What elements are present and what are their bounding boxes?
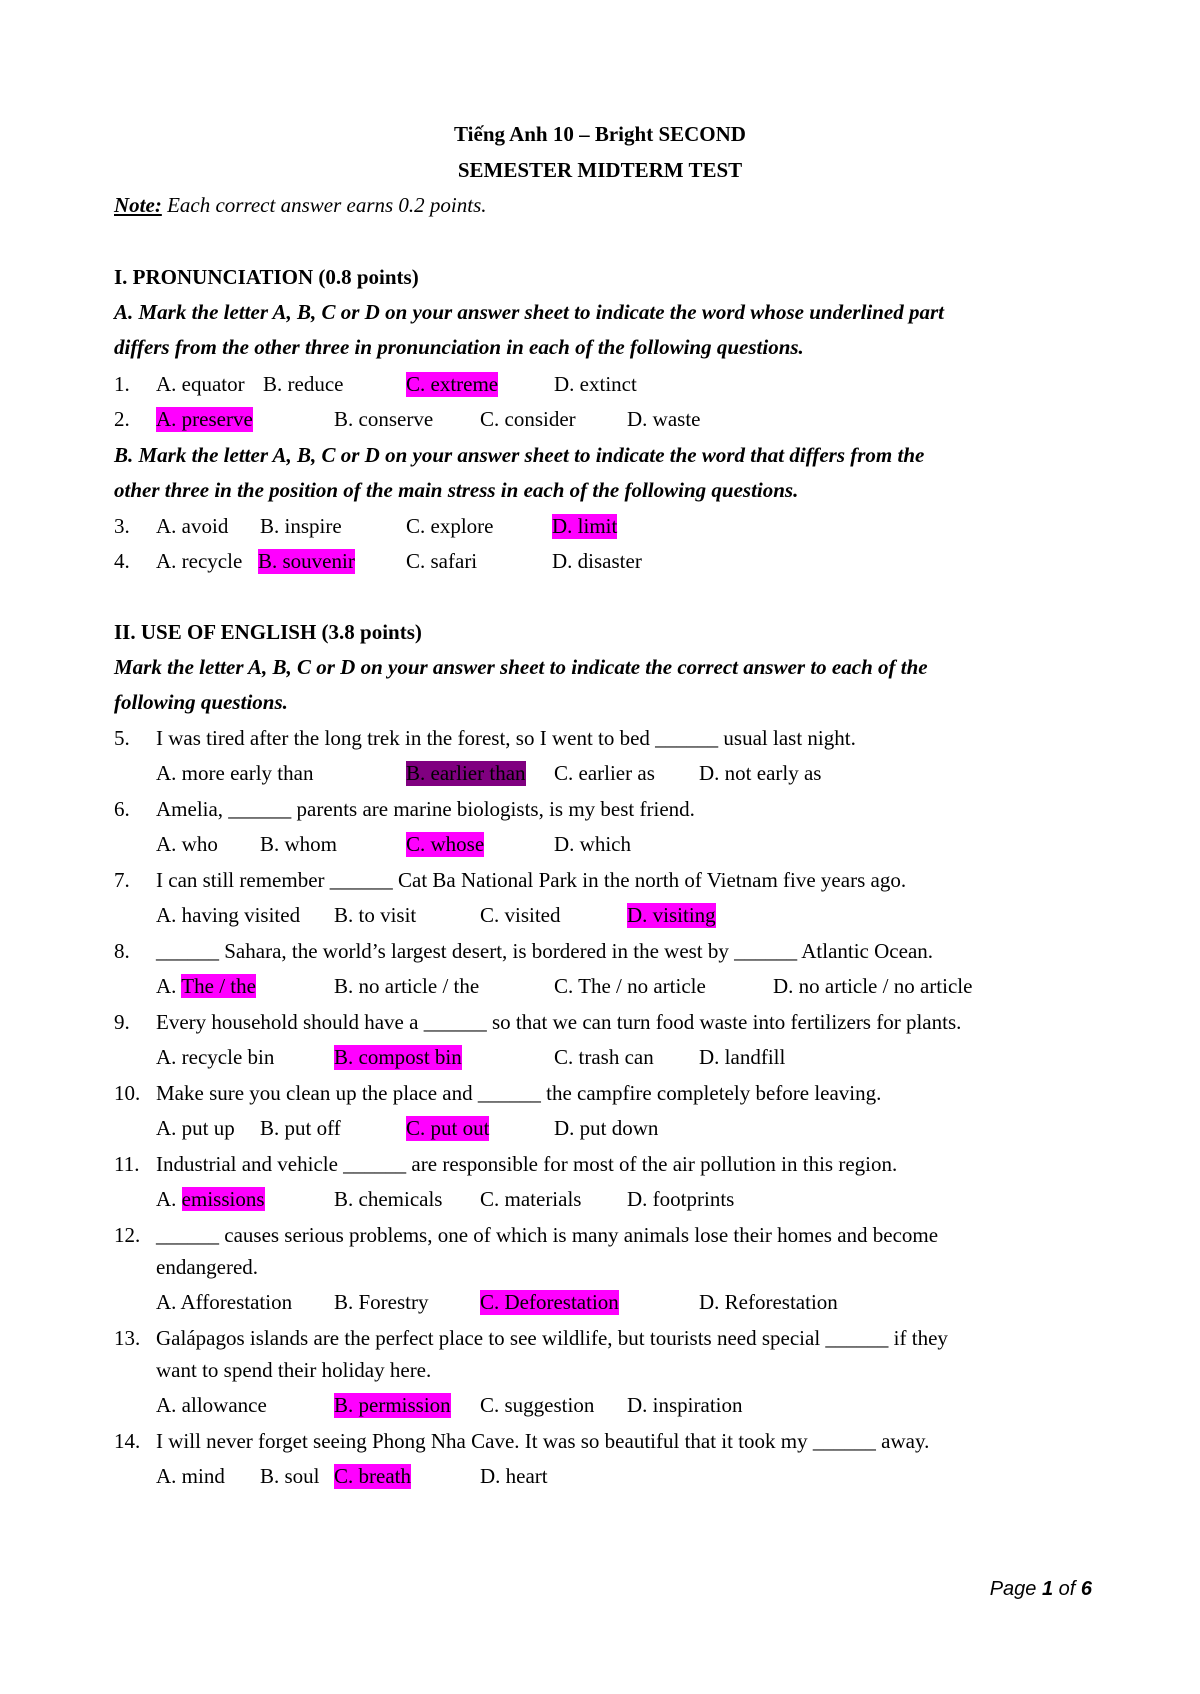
question-number: 4. bbox=[114, 549, 130, 573]
question-number: 14. bbox=[114, 1429, 141, 1453]
option-b-selected: B. permission bbox=[334, 1393, 451, 1417]
question-number: 10. bbox=[114, 1081, 141, 1105]
part-b-instruction-line2: other three in the position of the main stress in each of the following questions. bbox=[114, 478, 799, 502]
option-b: B. no article / the bbox=[334, 974, 480, 998]
option-c: C. trash can bbox=[554, 1045, 654, 1069]
question-number: 3. bbox=[114, 514, 130, 538]
option-a: A. allowance bbox=[156, 1393, 267, 1417]
section-2-instruction-line2: following questions. bbox=[114, 690, 288, 714]
question-stem: I was tired after the long trek in the forest, so I went to bed ______ usual last night. bbox=[156, 726, 856, 750]
option-a: A. recycle bin bbox=[156, 1045, 275, 1069]
question-stem: Industrial and vehicle ______ are responsible for most of the air pollution in this region. bbox=[156, 1152, 898, 1176]
question-stem-line1: ______ causes serious problems, one of which is many animals lose their homes and become bbox=[156, 1223, 939, 1247]
doc-title: Tiếng Anh 10 – Bright SECOND bbox=[454, 122, 746, 146]
total-pages: 6 bbox=[1080, 1578, 1092, 1600]
option-c: C. materials bbox=[480, 1187, 582, 1211]
option-a: A. put up bbox=[156, 1116, 235, 1140]
option-d-selected: D. limit bbox=[552, 514, 618, 538]
question-number: 11. bbox=[114, 1152, 140, 1176]
option-a: A. who bbox=[156, 832, 218, 856]
question-number: 2. bbox=[114, 407, 130, 431]
option-d: D. no article / no article bbox=[773, 974, 973, 998]
question-stem-line1: Galápagos islands are the perfect place to see wildlife, but tourists need special ______ if they bbox=[156, 1326, 948, 1350]
option-d: D. extinct bbox=[554, 372, 637, 396]
option-a: A. Afforestation bbox=[156, 1290, 293, 1314]
option-d: D. Reforestation bbox=[699, 1290, 838, 1314]
page-of: of bbox=[1053, 1578, 1081, 1600]
option-d: D. not early as bbox=[699, 761, 822, 785]
question-number: 8. bbox=[114, 939, 130, 963]
option-d-selected: D. visiting bbox=[627, 903, 716, 927]
part-a-instruction-line2: differs from the other three in pronunciation in each of the following questions. bbox=[114, 335, 804, 359]
option-d: D. heart bbox=[480, 1464, 548, 1488]
section-1-heading: I. PRONUNCIATION (0.8 points) bbox=[114, 265, 419, 289]
option-d: D. inspiration bbox=[627, 1393, 743, 1417]
question-number: 6. bbox=[114, 797, 130, 821]
option-a bbox=[156, 1187, 265, 1212]
question-number: 7. bbox=[114, 868, 130, 892]
option-b: B. Forestry bbox=[334, 1290, 429, 1314]
option-b: B. inspire bbox=[260, 514, 342, 538]
option-d: D. footprints bbox=[627, 1187, 735, 1211]
option-b: B. to visit bbox=[334, 903, 417, 927]
option-c: C. consider bbox=[480, 407, 576, 431]
doc-subtitle: SEMESTER MIDTERM TEST bbox=[457, 158, 743, 182]
option-c-selected: C. put out bbox=[406, 1116, 490, 1140]
option-b: B. conserve bbox=[334, 407, 434, 431]
page-number bbox=[990, 1578, 1092, 1601]
option-d: D. which bbox=[554, 832, 631, 856]
option-b: B. put off bbox=[260, 1116, 341, 1140]
part-a-instruction-line1: A. Mark the letter A, B, C or D on your answer sheet to indicate the word whose underlined part bbox=[114, 300, 944, 324]
question-number: 9. bbox=[114, 1010, 130, 1034]
option-c-selected: C. whose bbox=[406, 832, 485, 856]
page-word: Page bbox=[989, 1578, 1042, 1600]
option-b: B. whom bbox=[260, 832, 338, 856]
question-stem-line2: want to spend their holiday here. bbox=[156, 1358, 432, 1382]
note-text: Each correct answer earns 0.2 points. bbox=[161, 193, 487, 217]
option-b: B. chemicals bbox=[334, 1187, 443, 1211]
question-stem-line2: endangered. bbox=[156, 1255, 259, 1279]
question-stem: Make sure you clean up the place and ______ the campfire completely before leaving. bbox=[156, 1081, 882, 1105]
option-d: D. disaster bbox=[552, 549, 642, 573]
question-number: 12. bbox=[114, 1223, 141, 1247]
option-b-selected: B. compost bin bbox=[334, 1045, 462, 1069]
option-c-selected: C. extreme bbox=[406, 372, 499, 396]
option-a-selected: emissions bbox=[181, 1187, 265, 1211]
question-stem: Every household should have a ______ so that we can turn food waste into fertilizers for plants. bbox=[156, 1010, 962, 1034]
option-b-selected: B. souvenir bbox=[258, 549, 355, 573]
option-a-selected: The / the bbox=[181, 974, 256, 998]
option-b: B. soul bbox=[260, 1464, 320, 1488]
question-stem: I will never forget seeing Phong Nha Cave. It was so beautiful that it took my ______ away. bbox=[156, 1429, 930, 1453]
option-a bbox=[156, 974, 256, 999]
section-2-instruction-line1: Mark the letter A, B, C or D on your answer sheet to indicate the correct answer to each of the bbox=[114, 655, 928, 679]
question-stem: I can still remember ______ Cat Ba National Park in the north of Vietnam five years ago. bbox=[156, 868, 907, 892]
option-a: A. recycle bbox=[156, 549, 243, 573]
option-d: D. waste bbox=[627, 407, 701, 431]
note bbox=[114, 193, 487, 218]
option-a: A. having visited bbox=[156, 903, 301, 927]
question-number: 1. bbox=[114, 372, 130, 396]
section-2-heading: II. USE OF ENGLISH (3.8 points) bbox=[114, 620, 422, 644]
option-c: C. suggestion bbox=[480, 1393, 595, 1417]
option-a-prefix: A. bbox=[156, 974, 182, 998]
question-number: 5. bbox=[114, 726, 130, 750]
note-label: Note: bbox=[114, 193, 162, 217]
question-stem: ______ Sahara, the world’s largest desert, is bordered in the west by ______ Atlantic Ocean. bbox=[156, 939, 934, 963]
current-page: 1 bbox=[1041, 1578, 1054, 1600]
option-c: C. visited bbox=[480, 903, 561, 927]
option-a-selected: A. preserve bbox=[156, 407, 253, 431]
option-c: C. The / no article bbox=[554, 974, 706, 998]
part-b-instruction-line1: B. Mark the letter A, B, C or D on your answer sheet to indicate the word that differs from the bbox=[114, 443, 925, 467]
option-a: A. more early than bbox=[156, 761, 314, 785]
option-d: D. put down bbox=[554, 1116, 659, 1140]
option-a: A. equator bbox=[156, 372, 245, 396]
option-c-selected: C. Deforestation bbox=[480, 1290, 619, 1314]
option-a: A. avoid bbox=[156, 514, 229, 538]
question-stem: Amelia, ______ parents are marine biologists, is my best friend. bbox=[156, 797, 695, 821]
option-c: C. explore bbox=[406, 514, 494, 538]
option-b-selected: B. earlier than bbox=[406, 761, 526, 785]
question-number: 13. bbox=[114, 1326, 141, 1350]
option-a: A. mind bbox=[156, 1464, 225, 1488]
option-d: D. landfill bbox=[699, 1045, 786, 1069]
option-a-prefix: A. bbox=[156, 1187, 182, 1211]
option-b: B. reduce bbox=[263, 372, 344, 396]
option-c: C. safari bbox=[406, 549, 478, 573]
option-c-selected: C. breath bbox=[334, 1464, 411, 1488]
option-c: C. earlier as bbox=[554, 761, 655, 785]
